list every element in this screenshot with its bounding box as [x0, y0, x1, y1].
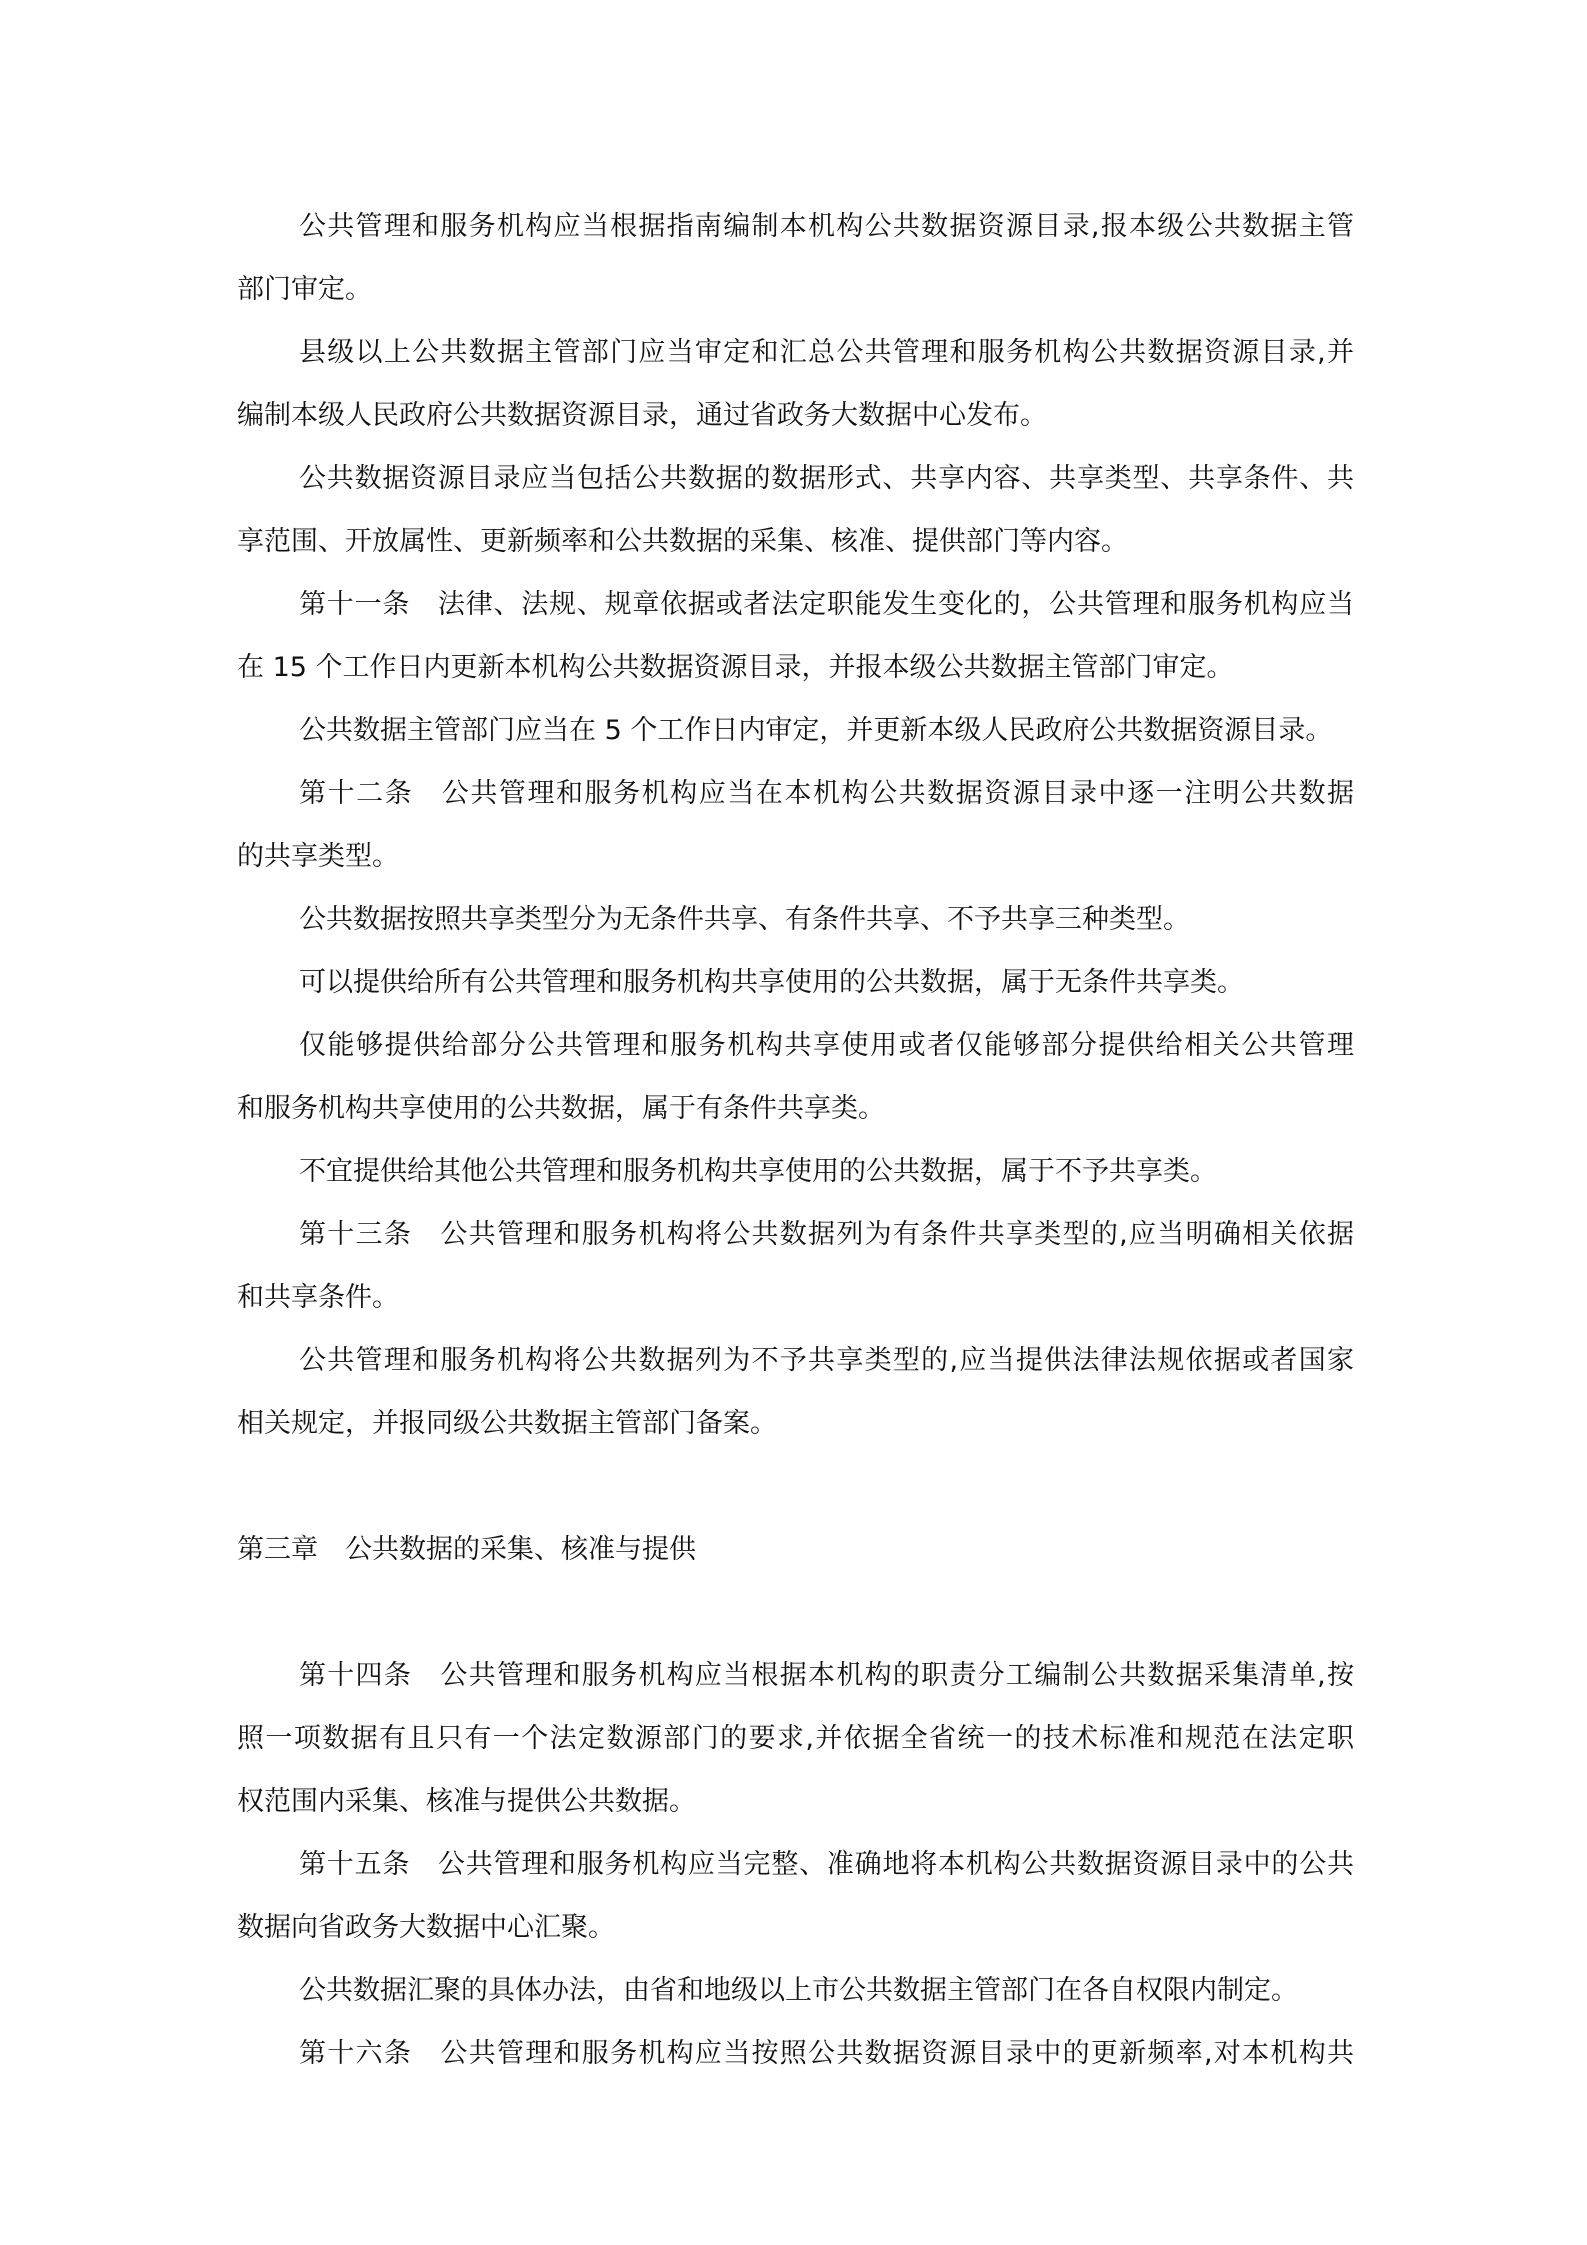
section-before — [237, 195, 1354, 1455]
text-line: 公共数据主管部门应当在 5 个工作日内审定，并更新本级人民政府公共数据资源目录。 — [299, 715, 1333, 746]
text-line: 的共享类型。 — [237, 841, 399, 872]
text-line: 公共数据资源目录应当包括公共数据的数据形式、共享内容、共享类型、共享条件、共 — [299, 463, 1354, 494]
text-line: 公共数据按照共享类型分为无条件共享、有条件共享、不予共享三种类型。 — [299, 904, 1190, 935]
text-line: 公共管理和服务机构应当根据指南编制本机构公共数据资源目录,报本级公共数据主管 — [299, 211, 1354, 242]
paragraph — [237, 1014, 1354, 1140]
text-line: 第十二条 公共管理和服务机构应当在本机构公共数据资源目录中逐一注明公共数据 — [299, 778, 1354, 809]
text-line: 第十五条 公共管理和服务机构应当完整、准确地将本机构公共数据资源目录中的公共 — [299, 1849, 1354, 1880]
paragraph — [237, 447, 1354, 573]
text-line: 第十一条 法律、法规、规章依据或者法定职能发生变化的，公共管理和服务机构应当 — [299, 589, 1354, 620]
text-line: 第十四条 公共管理和服务机构应当根据本机构的职责分工编制公共数据采集清单,按 — [299, 1660, 1354, 1691]
text-line: 照一项数据有且只有一个法定数源部门的要求,并依据全省统一的技术标准和规范在法定职 — [237, 1723, 1354, 1754]
spacer — [237, 1581, 1354, 1644]
text-line: 权范围内采集、核准与提供公共数据。 — [237, 1786, 696, 1817]
paragraph — [237, 195, 1354, 321]
text-line: 相关规定，并报同级公共数据主管部门备案。 — [237, 1408, 777, 1439]
paragraph — [237, 1644, 1354, 1833]
text-line: 部门审定。 — [237, 274, 372, 305]
text-line: 数据向省政务大数据中心汇聚。 — [237, 1912, 615, 1943]
text-line: 公共管理和服务机构将公共数据列为不予共享类型的,应当提供法律法规依据或者国家 — [299, 1345, 1354, 1376]
text-line: 仅能够提供给部分公共管理和服务机构共享使用或者仅能够部分提供给相关公共管理 — [299, 1030, 1354, 1061]
paragraph — [237, 888, 1354, 951]
paragraph — [237, 1959, 1354, 2022]
paragraph — [237, 699, 1354, 762]
paragraph — [237, 573, 1354, 699]
spacer — [237, 1455, 1354, 1518]
paragraph — [237, 2022, 1354, 2085]
paragraph — [237, 1329, 1354, 1455]
text-line: 第十六条 公共管理和服务机构应当按照公共数据资源目录中的更新频率,对本机构共 — [299, 2038, 1354, 2069]
text-line: 和服务机构共享使用的公共数据，属于有条件共享类。 — [237, 1093, 885, 1124]
text-line: 第十三条 公共管理和服务机构将公共数据列为有条件共享类型的,应当明确相关依据 — [299, 1219, 1354, 1250]
paragraph — [237, 1140, 1354, 1203]
text-line: 不宜提供给其他公共管理和服务机构共享使用的公共数据，属于不予共享类。 — [299, 1156, 1217, 1187]
text-line: 可以提供给所有公共管理和服务机构共享使用的公共数据，属于无条件共享类。 — [299, 967, 1244, 998]
text-line: 和共享条件。 — [237, 1282, 399, 1313]
paragraph — [237, 1833, 1354, 1959]
document-page — [237, 195, 1354, 2085]
chapter-heading: 第三章 公共数据的采集、核准与提供 — [237, 1534, 696, 1565]
paragraph — [237, 1203, 1354, 1329]
paragraph — [237, 321, 1354, 447]
section-after — [237, 1644, 1354, 2085]
text-line: 公共数据汇聚的具体办法，由省和地级以上市公共数据主管部门在各自权限内制定。 — [299, 1975, 1298, 2006]
paragraph — [237, 762, 1354, 888]
text-line: 编制本级人民政府公共数据资源目录，通过省政务大数据中心发布。 — [237, 400, 1047, 431]
text-line: 享范围、开放属性、更新频率和公共数据的采集、核准、提供部门等内容。 — [237, 526, 1128, 557]
text-line: 在 15 个工作日内更新本机构公共数据资源目录，并报本级公共数据主管部门审定。 — [237, 652, 1234, 683]
text-line: 县级以上公共数据主管部门应当审定和汇总公共管理和服务机构公共数据资源目录,并 — [299, 337, 1354, 368]
paragraph — [237, 951, 1354, 1014]
